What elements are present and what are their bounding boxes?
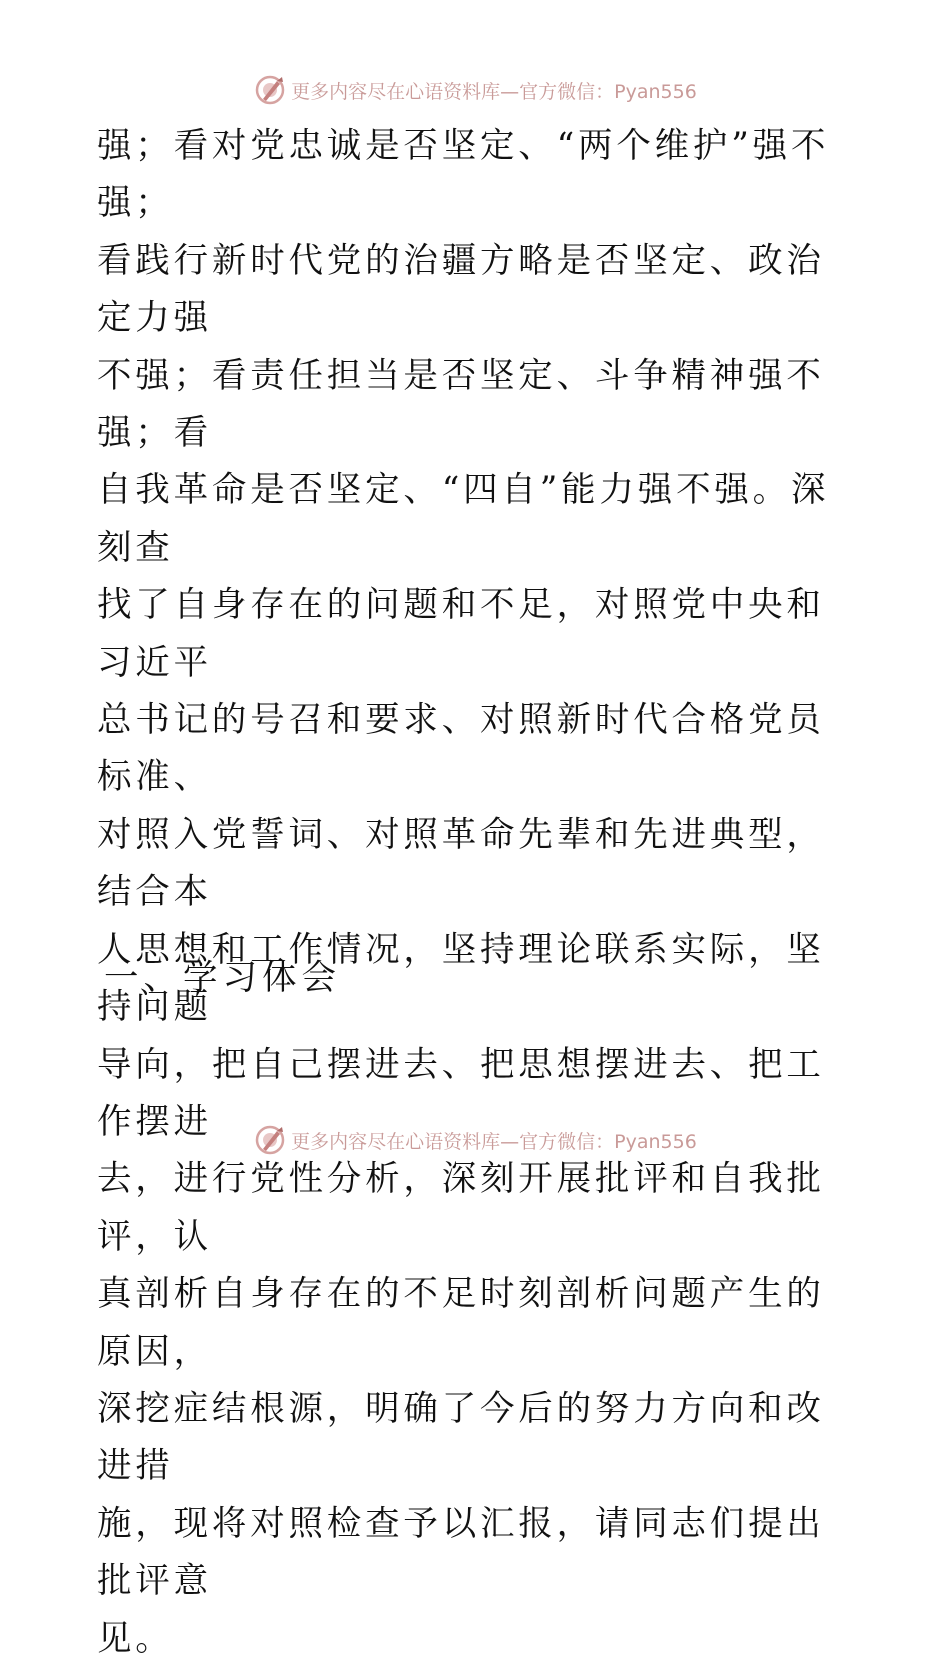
body-line-9: 导向，把自己摆进去、把思想摆进去、把工作摆进 bbox=[97, 1044, 825, 1142]
body-line-13: 施，现将对照检查予以汇报，请同志们提出批评意 bbox=[97, 1503, 825, 1602]
body-line-6: 总书记的号召和要求、对照新时代合格党员标准、 bbox=[97, 700, 825, 798]
section-heading: 一、学习体会 bbox=[104, 958, 341, 998]
footer-watermark bbox=[0, 1120, 950, 1160]
body-line-14: 见。 bbox=[97, 1618, 174, 1659]
body-line-4: 自我革命是否坚定、“四自”能力强不强。深刻查 bbox=[97, 470, 830, 568]
body-line-10: 去，进行党性分析，深刻开展批评和自我批评，认 bbox=[97, 1159, 825, 1257]
body-line-8: 人思想和工作情况，坚持理论联系实际，坚持问题 bbox=[97, 929, 825, 1028]
watermark-text: 更多内容尽在心语资料库—官方微信：Pyan556 bbox=[291, 80, 697, 103]
body-line-2: 看践行新时代党的治疆方略是否坚定、政治定力强 bbox=[97, 240, 825, 339]
body-line-5: 找了自身存在的问题和不足，对照党中央和习近平 bbox=[97, 585, 825, 683]
body-line-3: 不强；看责任担当是否坚定、斗争精神强不强；看 bbox=[97, 355, 825, 454]
watermark-text: 更多内容尽在心语资料库—官方微信：Pyan556 bbox=[291, 1130, 697, 1153]
pen-nib-circle-icon bbox=[253, 1123, 287, 1157]
body-line-1: 强；看对党忠诚是否坚定、“两个维护”强不强； bbox=[97, 126, 830, 224]
body-line-7: 对照入党誓词、对照革命先辈和先进典型，结合本 bbox=[97, 814, 825, 913]
body-line-12: 深挖症结根源，明确了今后的努力方向和改进措 bbox=[97, 1388, 825, 1487]
body-line-11: 真剖析自身存在的不足时刻剖析问题产生的原因， bbox=[97, 1274, 825, 1372]
pen-nib-circle-icon bbox=[253, 73, 287, 107]
document-body bbox=[97, 118, 857, 1668]
header-watermark bbox=[0, 70, 950, 110]
